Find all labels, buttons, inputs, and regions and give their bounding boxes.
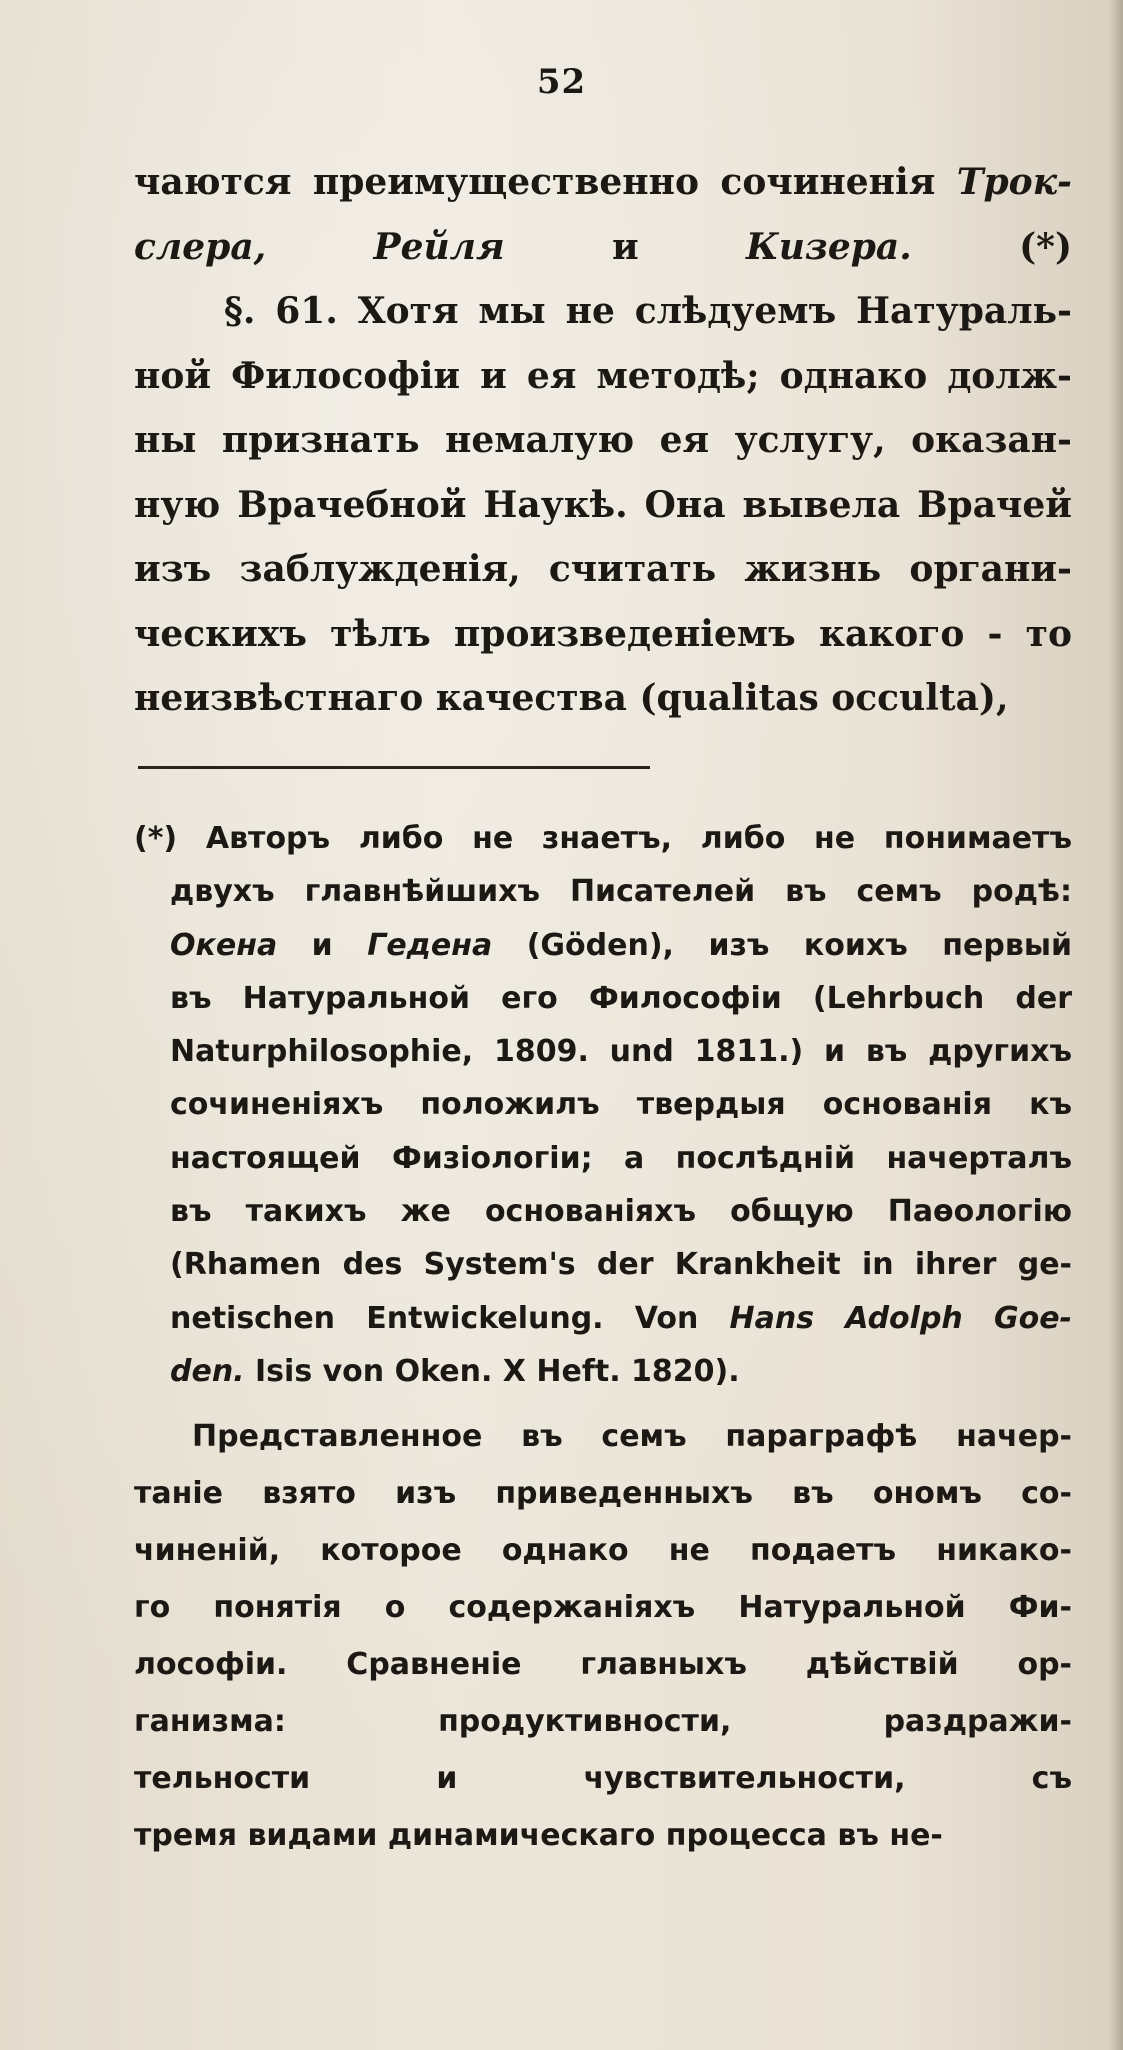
page-number: 52 [536, 62, 587, 102]
text-run: таніе взято изъ приведенныхъ въ ономъ со- [134, 1476, 1072, 1512]
text-run: лософіи. Сравненіе главныхъ дѣйствій ор- [134, 1647, 1072, 1683]
text-run: чиненій, которое однако не подаетъ никако- [134, 1533, 1072, 1569]
main-text-line [134, 150, 1072, 215]
text-run: ческихъ тѣлъ произведеніемъ какого - то [134, 612, 1072, 655]
footnote-line [134, 919, 1072, 972]
footnote-line [134, 1078, 1072, 1131]
footnote-line [134, 1693, 1072, 1750]
text-run: Naturphilosophie, 1809. und 1811.) и въ другихъ [170, 1034, 1072, 1070]
footnote-line [134, 1185, 1072, 1238]
text-run: въ Натуральной его Философіи (Lehrbuch der [170, 980, 1072, 1016]
footnote-line [134, 1238, 1072, 1291]
footnote-line [134, 1132, 1072, 1185]
text-run: ны признать немалую ея услугу, оказан- [134, 419, 1072, 461]
text-run: ганизма: продуктивности, раздражи- [134, 1704, 1072, 1740]
text-run: изъ заблужденія, считать жизнь органи- [134, 548, 1072, 590]
text-run: ную Врачебной Наукѣ. Она вывела Врачей [134, 483, 1072, 526]
footnote-line [134, 1636, 1072, 1693]
footnote-line [134, 812, 1072, 865]
text-run: и [277, 927, 368, 963]
text-run: тельности и чувствительности, съ [134, 1761, 1072, 1797]
text-run: §. 61. Хотя мы не слѣдуемъ Натураль- [224, 290, 1072, 332]
text-run: го понятія о содержаніяхъ Натуральной Фи- [134, 1590, 1072, 1626]
italic-text: Гедена [367, 927, 493, 963]
main-text [134, 150, 1072, 731]
footnote-line [134, 1345, 1072, 1398]
text-run: и [611, 225, 746, 268]
italic-text: Окена [170, 927, 278, 963]
main-text-line [134, 602, 1072, 667]
footnote [134, 812, 1072, 1864]
text-run: настоящей Физіологіи; а послѣдній начерталъ [170, 1140, 1072, 1176]
text-run: Isis von Oken. X Heft. 1820). [244, 1353, 740, 1389]
text-run: въ такихъ же основаніяхъ общую Паѳологію [170, 1194, 1072, 1230]
footnote-line [134, 972, 1072, 1025]
text-run: сочиненіяхъ положилъ твердыя основанія къ [170, 1087, 1072, 1123]
text-run: тремя видами динамическаго процесса въ не- [134, 1818, 943, 1854]
footnote-paragraph-2 [134, 1408, 1072, 1864]
footnote-line [134, 1292, 1072, 1345]
italic-text: den. [170, 1353, 245, 1389]
main-text-line [134, 344, 1072, 409]
footnote-line [134, 865, 1072, 918]
main-text-line [134, 473, 1072, 538]
main-text-line [134, 408, 1072, 473]
footnote-line [134, 1579, 1072, 1636]
text-run: Представленное въ семъ параграфѣ начер- [192, 1419, 1072, 1455]
text-run: netischen Entwickelung. Von [170, 1300, 730, 1336]
page-edge-shadow [1109, 0, 1123, 2050]
italic-text: Кизера. [745, 225, 912, 268]
text-run: двухъ главнѣйшихъ Писателей въ семъ родѣ: [170, 874, 1072, 910]
italic-text: Hans Adolph Goe- [729, 1300, 1073, 1336]
italic-text: Трок- [956, 161, 1072, 203]
footnote-divider [138, 766, 650, 769]
main-text-line [134, 215, 1072, 280]
main-text-line [134, 666, 1072, 731]
text-run: неизвѣстнаго качества (qualitas occulta), [134, 677, 1009, 719]
footnote-paragraph-1 [134, 812, 1072, 1398]
text-run: (*) [911, 225, 1072, 268]
text-run: (Göden), изъ коихъ первый [492, 927, 1072, 963]
footnote-line [134, 1408, 1072, 1465]
footnote-line [134, 1025, 1072, 1078]
footnote-line [134, 1465, 1072, 1522]
italic-text: слера, Рейля [134, 225, 612, 268]
text-run: ной Философіи и ея методѣ; однако долж- [134, 354, 1072, 397]
main-text-line [134, 279, 1072, 344]
text-run: (Rhamen des System's der Krankheit in ihrer ge- [170, 1247, 1072, 1283]
main-text-line [134, 537, 1072, 602]
footnote-line [134, 1522, 1072, 1579]
footnote-line [134, 1807, 1072, 1864]
text-run: (*) Авторъ либо не знаетъ, либо не понимаетъ [134, 821, 1072, 856]
footnote-line [134, 1750, 1072, 1807]
text-run: чаются преимущественно сочиненія [134, 161, 957, 203]
